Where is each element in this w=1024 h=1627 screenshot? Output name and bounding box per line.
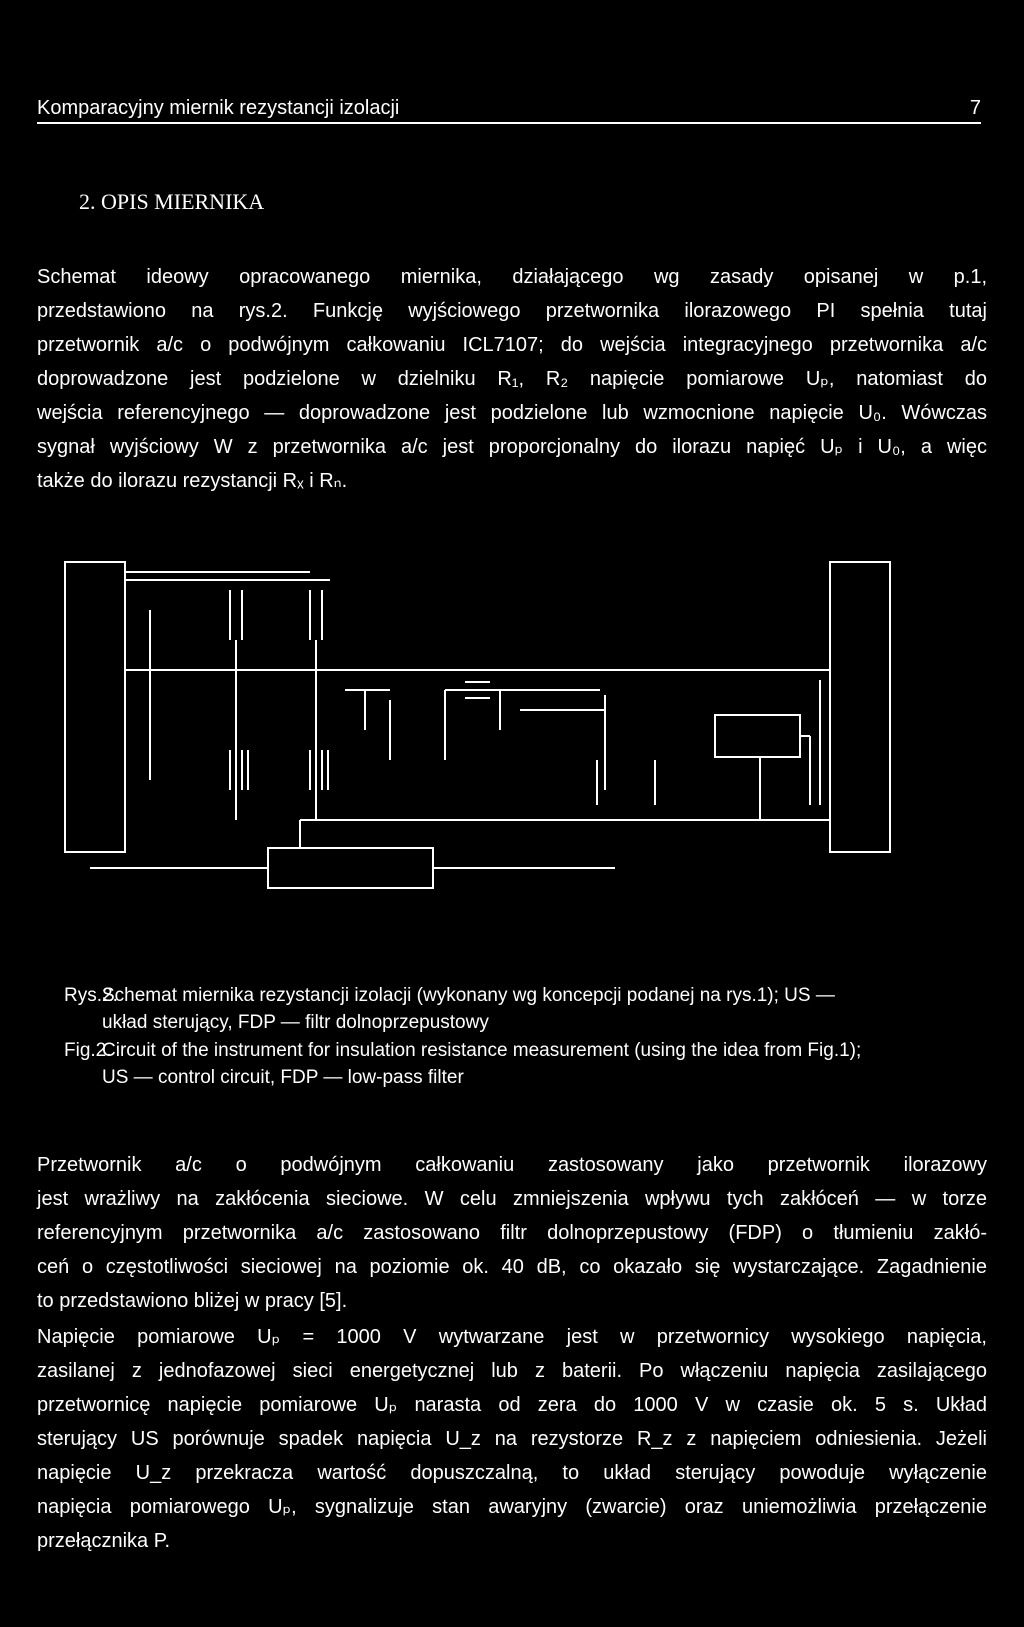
caption-line: Schemat miernika rezystancji izolacji (wykonany wg koncepcji podanej na rys.1); US — <box>102 985 835 1006</box>
text-line: przetwornik a/c o podwójnym całkowaniu ICL7107; do wejścia integracyjnego przetwornika a/c <box>37 334 987 356</box>
text-line: przedstawiono na rys.2. Funkcję wyjściowego przetwornika ilorazowego PI spełnia tutaj <box>37 300 987 322</box>
text-line: wejścia referencyjnego — doprowadzone jest podzielone lub wzmocnione napięcie U₀. Wówczas <box>37 402 987 424</box>
paragraph-2 <box>37 1148 987 1318</box>
text-line: Napięcie pomiarowe Uₚ = 1000 V wytwarzane jest w przetwornicy wysokiego napięcia, <box>37 1326 987 1348</box>
text-line: referencyjnym przetwornika a/c zastosowano filtr dolnoprzepustowy (FDP) o tłumieniu zakłó- <box>37 1222 987 1244</box>
text-line: przetwornicę napięcie pomiarowe Uₚ narasta od zera do 1000 V w czasie ok. 5 s. Układ <box>37 1394 987 1416</box>
text-line: to przedstawiono bliżej w pracy [5]. <box>37 1290 348 1312</box>
text-line: zasilanej z jednofazowej sieci energetycznej lub z baterii. Po włączeniu napięcia zasilającego <box>37 1360 987 1382</box>
text-line: napięcie U_z przekracza wartość dopuszczalną, to układ sterujący powoduje wyłączenie <box>37 1462 987 1484</box>
running-header <box>37 96 981 124</box>
circuit-diagram <box>0 550 1024 930</box>
section-heading: 2. OPIS MIERNIKA <box>79 189 265 214</box>
left-block <box>65 562 125 852</box>
caption-line: Circuit of the instrument for insulation resistance measurement (using the idea from Fig.1); <box>102 1040 862 1061</box>
paragraph-1 <box>37 260 987 498</box>
text-line: także do ilorazu rezystancji Rₓ i Rₙ. <box>37 470 348 492</box>
bottom-block <box>268 848 433 888</box>
text-line: sygnał wyjściowy W z przetwornika a/c jest proporcjonalny do ilorazu napięć Uₚ i U₀, a więc <box>37 436 987 458</box>
page-number: 7 <box>969 97 981 119</box>
text-line: napięcia pomiarowego Uₚ, sygnalizuje stan awaryjny (zwarcie) oraz uniemożliwia przełączenie <box>37 1496 987 1518</box>
text-line: Przetwornik a/c o podwójnym całkowaniu zastosowany jako przetwornik ilorazowy <box>37 1154 987 1176</box>
text-line: sterujący US porównuje spadek napięcia U_z na rezystorze R_z z napięciem odniesienia. Jeżeli <box>37 1428 987 1450</box>
text-line: Schemat ideowy opracowanego miernika, działającego wg zasady opisanej w p.1, <box>37 266 987 288</box>
right-block <box>830 562 890 852</box>
caption-line: US — control circuit, FDP — low-pass filter <box>102 1067 464 1088</box>
text-line: ceń o częstotliwości sieciowej na poziomie ok. 40 dB, co okazało się wystarczające. Zagadnienie <box>37 1256 987 1278</box>
caption-label: Fig.2. <box>64 1040 112 1061</box>
us-block <box>715 715 800 757</box>
text-line: jest wrażliwy na zakłócenia sieciowe. W celu zmniejszenia wpływu tych zakłóceń — w torze <box>37 1188 987 1210</box>
caption-line: układ sterujący, FDP — filtr dolnoprzepustowy <box>102 1012 489 1033</box>
text-line: doprowadzone jest podzielone w dzielniku R₁, R₂ napięcie pomiarowe Uₚ, natomiast do <box>37 368 987 390</box>
running-title: Komparacyjny miernik rezystancji izolacji <box>37 97 400 119</box>
paragraph-3 <box>37 1320 987 1558</box>
caption-label: Rys.2. <box>64 985 118 1006</box>
text-line: przełącznika P. <box>37 1530 171 1552</box>
